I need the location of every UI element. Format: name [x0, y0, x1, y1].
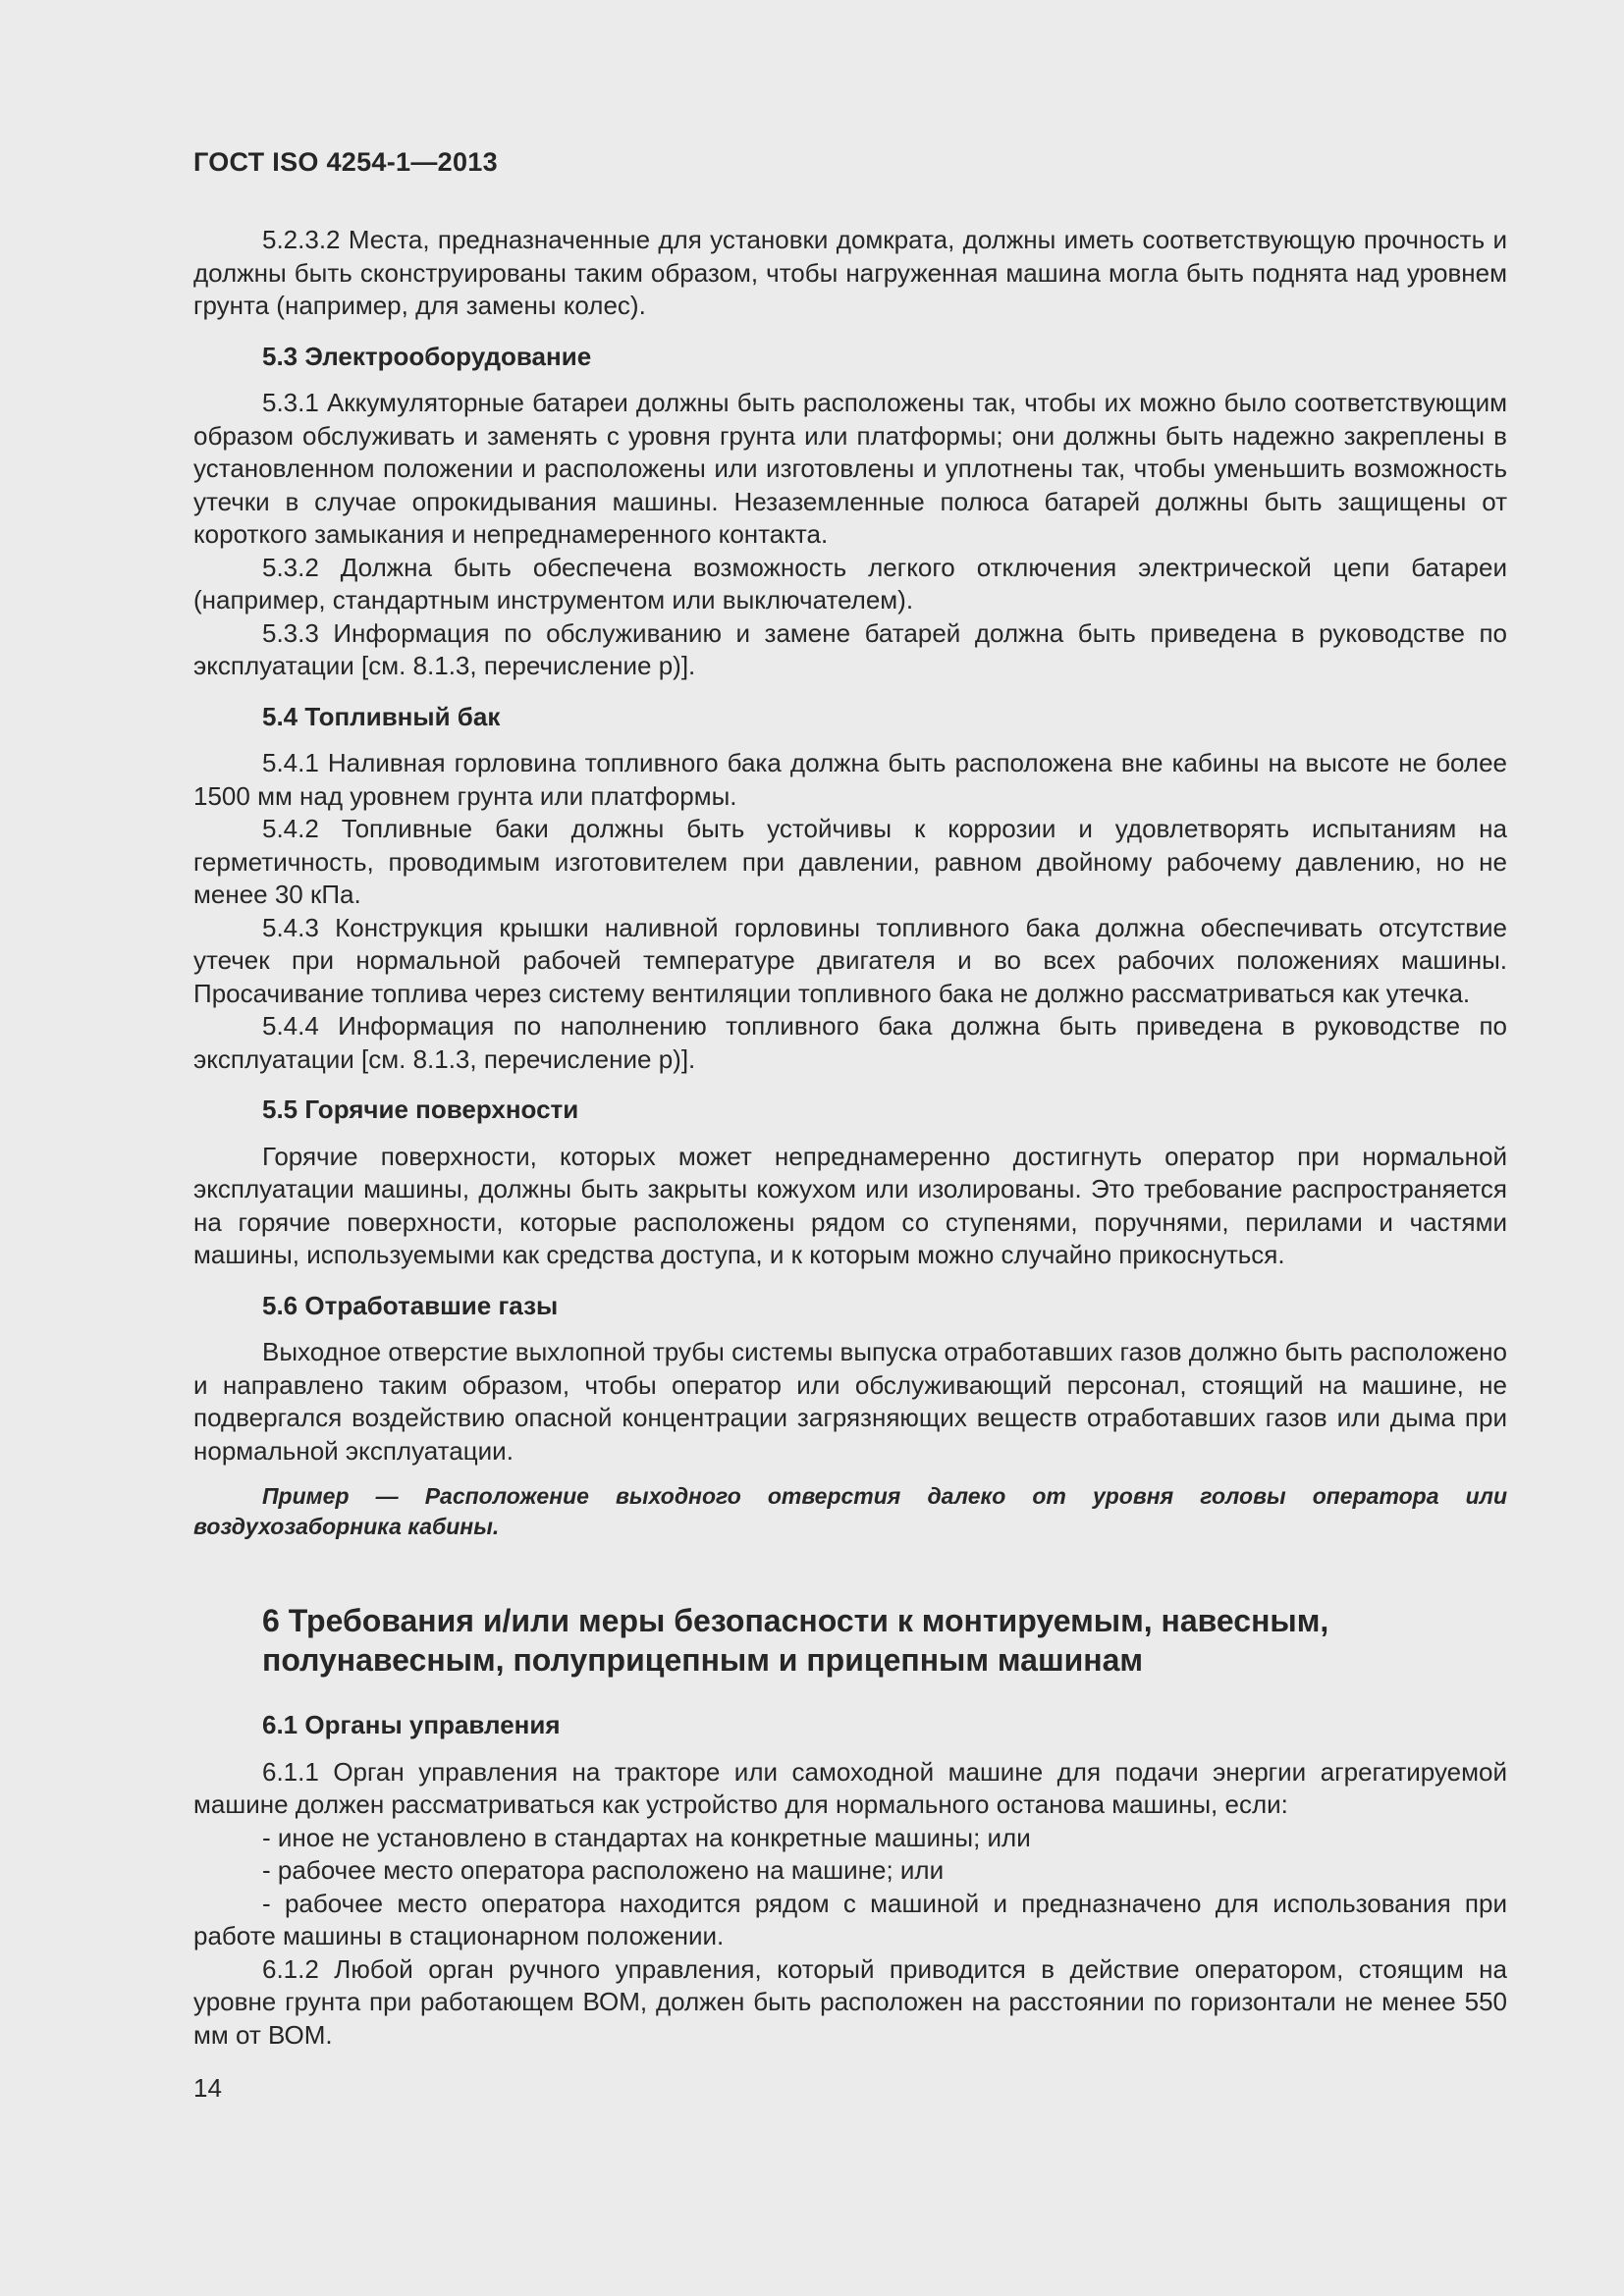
paragraph-6-1-1: 6.1.1 Орган управления на тракторе или самоходной машине для подачи энергии агрегатируемой машине должен рассматриваться как устройство для нормального останова машины, если:: [193, 1756, 1507, 1819]
paragraph-5-3-3: 5.3.3 Информация по обслуживанию и замене батарей должна быть приведена в руководстве по эксплуатации [см. 8.1.3, перечисление р)].: [193, 617, 1507, 680]
paragraph-5-5: Горячие поверхности, которых может непреднамеренно достигнуть оператор при нормальной эксплуатации машины, должны быть закрыты кожухом или изолированы. Это требование распространяется на горячие поверхности, которые расположены рядом со ступенями, поручнями, перилами и частями машины, используемыми как средства доступа, и к которым можно случайно прикоснуться.: [193, 1141, 1507, 1269]
paragraph-5-2-3-2: 5.2.3.2 Места, предназначенные для установки домкрата, должны иметь соответствующую прочность и должны быть сконструированы таким образом, чтобы нагруженная машина могла быть поднята над уровнем грунта (например, для замены колес).: [193, 225, 1507, 320]
document-body: [193, 224, 1507, 2052]
paragraph-5-4-1: 5.4.1 Наливная горловина топливного бака должна быть расположена вне кабины на высоте не более 1500 мм над уровнем грунта или платформы.: [193, 748, 1507, 811]
heading-6-1: 6.1 Органы управления: [262, 1710, 561, 1739]
paragraph-5-4-4: 5.4.4 Информация по наполнению топливного бака должна быть приведена в руководстве по эксплуатации [см. 8.1.3, перечисление р)].: [193, 1011, 1507, 1074]
heading-5-3: 5.3 Электрооборудование: [262, 341, 592, 371]
heading-5-5: 5.5 Горячие поверхности: [262, 1095, 579, 1124]
paragraph-5-4-2: 5.4.2 Топливные баки должны быть устойчивы к коррозии и удовлетворять испытаниям на герметичность, проводимым изготовителем при давлении, равном двойному рабочему давлению, но не менее 30 кПа.: [193, 814, 1507, 909]
paragraph-5-3-2: 5.3.2 Должна быть обеспечена возможность легкого отключения электрической цепи батареи (например, стандартным инструментом или выключателем).: [193, 552, 1507, 614]
heading-section-6: 6 Требования и/или меры безопасности к монтируемым, навесным, полунавесным, полуприцепным и прицепным машинам: [262, 1603, 1329, 1678]
list-item: - иное не установлено в стандартах на конкретные машины; или: [262, 1822, 1031, 1852]
paragraph-5-4-3: 5.4.3 Конструкция крышки наливной горловины топливного бака должна обеспечивать отсутствие утечек при нормальной рабочей температуре двигателя и во всех рабочих положениях машины. Просачивание топлива через систему вентиляции топливного бака не должно рассматриваться как утечка.: [193, 912, 1507, 1008]
page-number: 14: [193, 2073, 222, 2103]
example-note-5-6: Пример — Расположение выходного отверстия далеко от уровня головы оператора или воздухозаборника кабины.: [193, 1483, 1507, 1539]
list-item: - рабочее место оператора расположено на машине; или: [262, 1855, 945, 1885]
heading-5-4: 5.4 Топливный бак: [262, 701, 501, 731]
paragraph-5-3-1: 5.3.1 Аккумуляторные батареи должны быть расположены так, чтобы их можно было соответствующим образом обслуживать и заменять с уровня грунта или платформы; они должны быть надежно закреплены в установленном положении и расположены или изготовлены и уплотнены так, чтобы уменьшить возможность утечки в случае опрокидывания машины. Незаземленные полюса батарей должны быть защищены от короткого замыкания и непреднамеренного контакта.: [193, 388, 1507, 549]
document-header: ГОСТ ISO 4254-1—2013: [193, 147, 498, 177]
heading-5-6: 5.6 Отработавшие газы: [262, 1290, 559, 1320]
list-item: - рабочее место оператора находится рядом с машиной и предназначено для использования при работе машины в стационарном положении.: [193, 1888, 1507, 1950]
paragraph-6-1-2: 6.1.2 Любой орган ручного управления, который приводится в действие оператором, стоящим на уровне грунта при работающем ВОМ, должен быть расположен на расстоянии по горизонтали не менее 550 мм от ВОМ.: [193, 1953, 1507, 2050]
paragraph-5-6: Выходное отверстие выхлопной трубы системы выпуска отработавших газов должно быть расположено и направлено таким образом, чтобы оператор или обслуживающий персонал, стоящий на машине, не подвергался воздействию опасной концентрации загрязняющих веществ отработавших газов или дыма при нормальной эксплуатации.: [193, 1337, 1507, 1466]
